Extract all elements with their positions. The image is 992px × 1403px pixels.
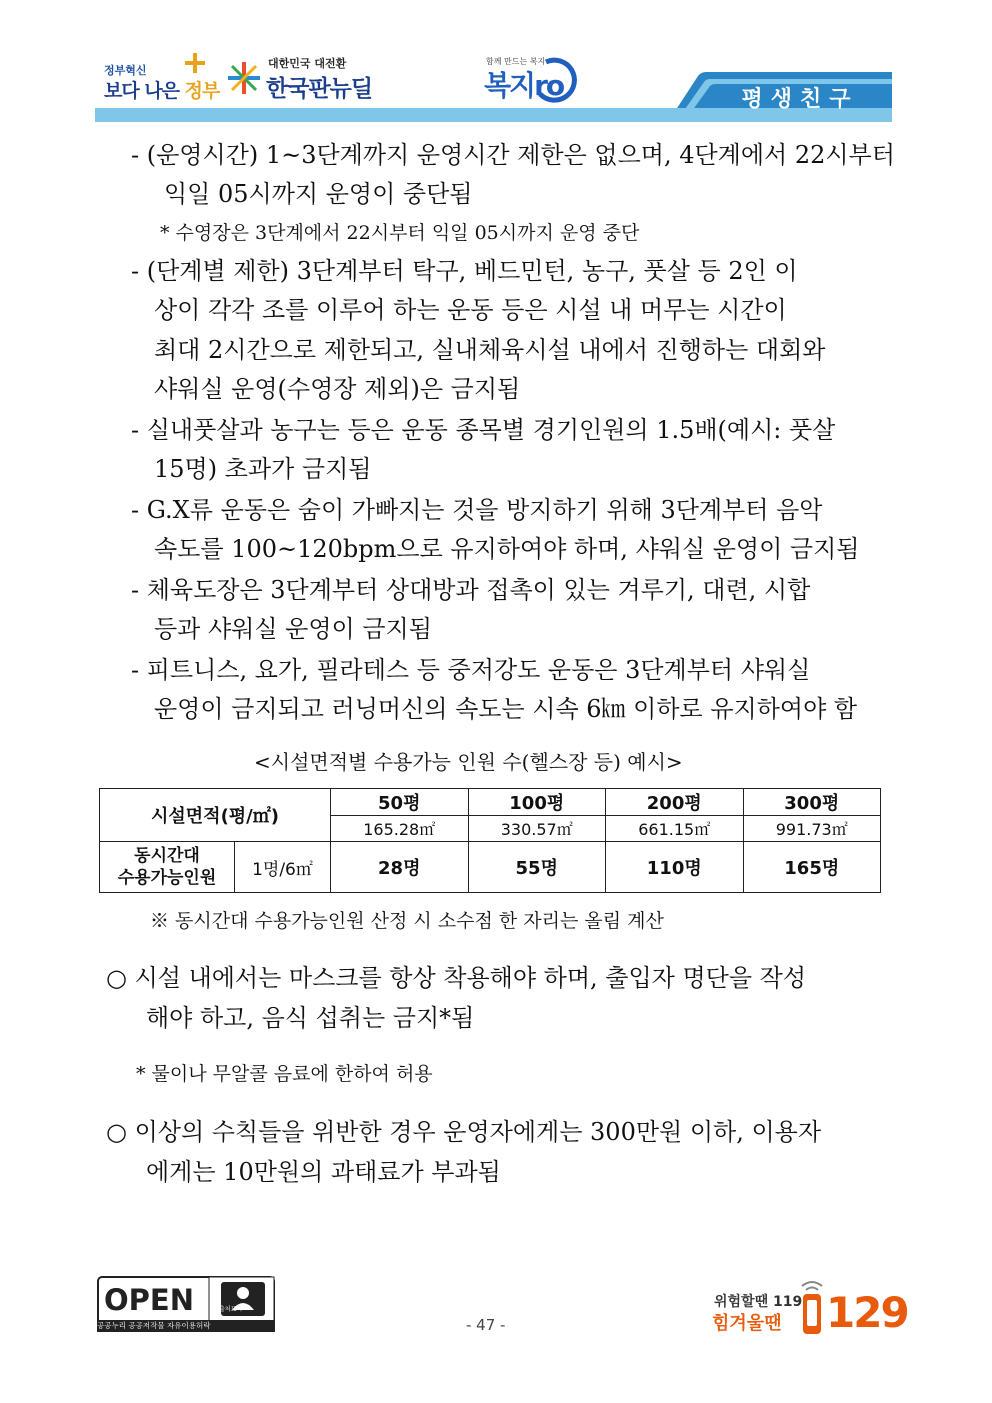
newdeal-subtitle: 대한민국 대전환 <box>268 57 347 70</box>
open-license-label: OPEN <box>104 1283 194 1317</box>
hotline-title: 힘겨울땐 <box>712 1313 782 1334</box>
text-line: 등과 샤워실 운영이 금지됨 <box>154 615 432 643</box>
text-line: - G.X류 운동은 숨이 가빠지는 것을 방지하기 위해 3단계부터 음악 <box>131 496 823 524</box>
text-line: 최대 2시간으로 제한되고, 실내체육시설 내에서 진행하는 대회와 <box>154 336 826 364</box>
gov-logo-subtitle: 정부혁신 <box>104 64 147 77</box>
table-cell-people: 28명 <box>331 842 469 893</box>
text-line: - 체육도장은 3단계부터 상대방과 접촉이 있는 겨루기, 대련, 시합 <box>131 576 811 604</box>
phone-icon <box>796 1274 828 1336</box>
table-header-m2: 330.57㎡ <box>468 816 606 842</box>
section-tab-label: 평생친구 <box>741 87 859 112</box>
text-line: 상이 각각 조를 이루어 하는 운동 등은 시설 내 머무는 시간이 <box>154 296 787 324</box>
bullet-line: ○ 이상의 수칙들을 위반한 경우 운영자에게는 300만원 이하, 이용자 <box>106 1118 822 1146</box>
text-line: 샤워실 운영(수영장 제외)은 금지됨 <box>154 375 521 403</box>
table-header-m2: 661.15㎡ <box>606 816 744 842</box>
text-line: 속도를 100~120bpm으로 유지하여야 하며, 샤워실 운영이 금지됨 <box>154 535 860 563</box>
text-line: - (운영시간) 1~3단계까지 운영시간 제한은 없으며, 4단계에서 22시부터 <box>131 141 895 169</box>
newdeal-logo: 한국판뉴딜 <box>266 76 373 102</box>
note-line: * 수영장은 3단계에서 22시부터 익일 05시까지 운영 중단 <box>160 222 640 244</box>
table-cell-people: 55명 <box>468 842 606 893</box>
table-cell-people: 110명 <box>606 842 744 893</box>
hotline-subtitle: 위험할땐 119 <box>714 1294 803 1310</box>
table-row-ratio: 1명/6㎡ <box>235 842 331 893</box>
bokji-arc-icon <box>532 56 580 104</box>
text-line: - 실내풋살과 농구는 등은 운동 종목별 경기인원의 1.5배(예시: 풋살 <box>131 416 836 444</box>
table-header-area: 시설면적(평/㎡) <box>100 789 331 842</box>
table-header-py: 100평 <box>468 789 606 816</box>
table-header-py: 50평 <box>331 789 469 816</box>
bullet-note: * 물이나 무알콜 음료에 한하여 허용 <box>136 1063 433 1085</box>
hotline-number: 129 <box>826 1288 908 1337</box>
bokji-logo: 복지ro <box>484 69 564 102</box>
row-label-line1: 동시간대 <box>134 846 200 866</box>
bullet-line: 에게는 10만원의 과태료가 부과됨 <box>146 1158 501 1186</box>
open-license-caption: 공공누리 공공저작물 자유이용허락 <box>97 1320 275 1332</box>
open-license-badge: 출처표시 <box>219 1306 243 1313</box>
table-caption: <시설면적별 수용가능 인원 수(헬스장 등) 예시> <box>254 750 683 774</box>
text-line: 운영이 금지되고 러닝머신의 속도는 시속 6㎞ 이하로 유지하여야 함 <box>154 695 858 723</box>
table-header-py: 200평 <box>606 789 744 816</box>
table-header-m2: 991.73㎡ <box>743 816 881 842</box>
page-number: - 47 - <box>466 1316 506 1334</box>
text-line: 익일 05시까지 운영이 중단됨 <box>164 180 473 208</box>
table-header-py: 300평 <box>743 789 881 816</box>
bullet-line: 해야 하고, 음식 섭취는 금지*됨 <box>146 1004 475 1032</box>
newdeal-star-icon <box>226 60 262 96</box>
text-line: - (단계별 제한) 3단계부터 탁구, 베드민턴, 농구, 풋살 등 2인 이 <box>131 257 798 285</box>
gov-logo-text-a: 보다 나은 <box>104 80 185 102</box>
row-label-line2: 수용가능인원 <box>117 868 217 888</box>
table-row-label <box>100 842 235 893</box>
table-header-m2: 165.28㎡ <box>331 816 469 842</box>
capacity-table <box>99 788 881 893</box>
bullet-line: ○ 시설 내에서는 마스크를 항상 착용해야 하며, 출입자 명단을 작성 <box>106 964 807 992</box>
gov-logo-text-b: 정부 <box>184 80 220 102</box>
table-note: ※ 동시간대 수용가능인원 산정 시 소수점 한 자리는 올림 계산 <box>150 910 664 932</box>
bokji-subtitle: 함께 만드는 복지 <box>486 57 546 66</box>
plus-icon <box>184 52 206 74</box>
table-cell-people: 165명 <box>743 842 881 893</box>
gov-logo <box>104 76 219 103</box>
text-line: 15명) 초과가 금지됨 <box>154 455 372 483</box>
text-line: - 피트니스, 요가, 필라테스 등 중저강도 운동은 3단계부터 샤워실 <box>131 656 811 684</box>
